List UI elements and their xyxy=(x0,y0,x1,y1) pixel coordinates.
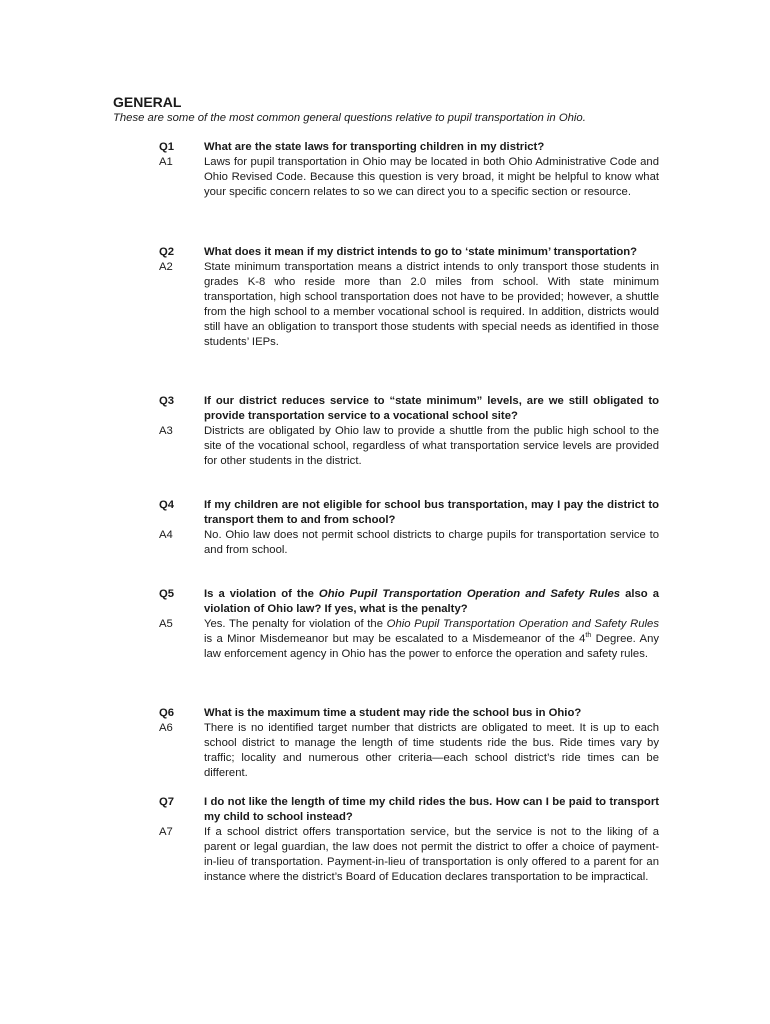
question-row xyxy=(159,394,659,424)
answer-label: A7 xyxy=(159,826,173,838)
answer-row xyxy=(159,528,659,558)
answer-label: A3 xyxy=(159,425,173,437)
answer-label: A6 xyxy=(159,722,173,734)
answer-label: A5 xyxy=(159,618,173,630)
question-text: What are the state laws for transporting children in my district? xyxy=(204,141,545,153)
question-label: Q5 xyxy=(159,588,175,600)
section-subtitle: These are some of the most common general questions relative to pupil transportation in Ohio. xyxy=(113,112,586,124)
qa-item-1 xyxy=(159,140,659,200)
answer-text-middle: is a Minor Misdemeanor but may be escalated to a Misdemeanor of the 4 xyxy=(204,633,586,645)
rules-title-italic: Ohio Pupil Transportation Operation and Safety Rules xyxy=(386,618,659,630)
answer-label: A2 xyxy=(159,261,173,273)
question-text: If our district reduces service to “state minimum” levels, are we still obligated to provide transportation service to a vocational school site? xyxy=(204,395,659,422)
qa-item-6 xyxy=(159,706,659,781)
question-row xyxy=(159,587,659,617)
question-text-end: also a violation of Ohio law? If yes, what is the penalty? xyxy=(204,588,660,615)
question-label: Q1 xyxy=(159,141,175,153)
question-text xyxy=(204,587,659,617)
question-label: Q2 xyxy=(159,246,175,258)
answer-row xyxy=(159,155,659,200)
qa-item-3 xyxy=(159,394,659,469)
question-row xyxy=(159,795,659,825)
answer-text-start: Yes. The penalty for violation of the xyxy=(204,618,387,630)
ordinal-superscript: th xyxy=(585,632,592,639)
answer-row xyxy=(159,617,659,662)
answer-text: There is no identified target number that districts are obligated to meet. It is up to each school district to manage the length of time students ride the bus. Ride times vary by traffic; locality and numerous other criteria—each school district’s ride times can be different. xyxy=(204,722,659,779)
question-text: I do not like the length of time my child rides the bus. How can I be paid to transport my child to school instead? xyxy=(204,796,659,823)
answer-text: If a school district offers transportation service, but the service is not to the liking of a parent or legal guardian, the law does not permit the district to offer a choice of payment-in-lieu of transportation. Payment-in-lieu of transportation is only offered to a parent for an instance where the district’s Board of Education declares transportation to be impractical. xyxy=(204,826,659,883)
question-label: Q6 xyxy=(159,707,175,719)
question-row xyxy=(159,498,659,528)
qa-item-4 xyxy=(159,498,659,558)
question-row xyxy=(159,140,659,155)
question-text: If my children are not eligible for school bus transportation, may I pay the district to transport them to and from school? xyxy=(204,499,659,526)
qa-item-7 xyxy=(159,795,659,885)
qa-item-2 xyxy=(159,245,659,350)
answer-row xyxy=(159,825,659,885)
answer-label: A4 xyxy=(159,529,173,541)
answer-label: A1 xyxy=(159,156,173,168)
qa-item-5 xyxy=(159,587,659,662)
answer-text: Districts are obligated by Ohio law to provide a shuttle from the public high school to the site of the vocational school, regardless of what transportation service levels are provided for other students in the district. xyxy=(204,425,659,467)
question-row xyxy=(159,706,659,721)
question-text-start: Is a violation of the xyxy=(204,588,319,600)
question-text: What does it mean if my district intends to go to ‘state minimum’ transportation? xyxy=(204,246,638,258)
answer-text: Laws for pupil transportation in Ohio may be located in both Ohio Administrative Code and Ohio Revised Code. Because this question is very broad, it might be helpful to know what your specific concern relates to so we can direct you to a specific section or resource. xyxy=(204,156,659,198)
question-text: What is the maximum time a student may ride the school bus in Ohio? xyxy=(204,707,582,719)
question-label: Q7 xyxy=(159,796,175,808)
question-label: Q3 xyxy=(159,395,175,407)
section-heading: GENERAL xyxy=(113,94,182,110)
answer-text-end: Degree. Any law enforcement agency in Ohio has the power to enforce the operation and safety rules. xyxy=(204,633,659,660)
answer-text: No. Ohio law does not permit school districts to charge pupils for transportation service to and from school. xyxy=(204,529,659,556)
answer-text xyxy=(204,617,659,662)
rules-title-italic: Ohio Pupil Transportation Operation and Safety Rules xyxy=(318,588,621,600)
question-row xyxy=(159,245,659,260)
answer-row xyxy=(159,721,659,781)
answer-row xyxy=(159,260,659,350)
question-label: Q4 xyxy=(159,499,175,511)
answer-row xyxy=(159,424,659,469)
answer-text: State minimum transportation means a district intends to only transport those students in grades K-8 who reside more than 2.0 miles from school. With state minimum transportation, high school transportation does not have to be provided; however, a shuttle from the high school to a member vocational school is required. In addition, districts would still have an obligation to transport those students with special needs as identified in those students’ IEPs. xyxy=(204,261,659,348)
